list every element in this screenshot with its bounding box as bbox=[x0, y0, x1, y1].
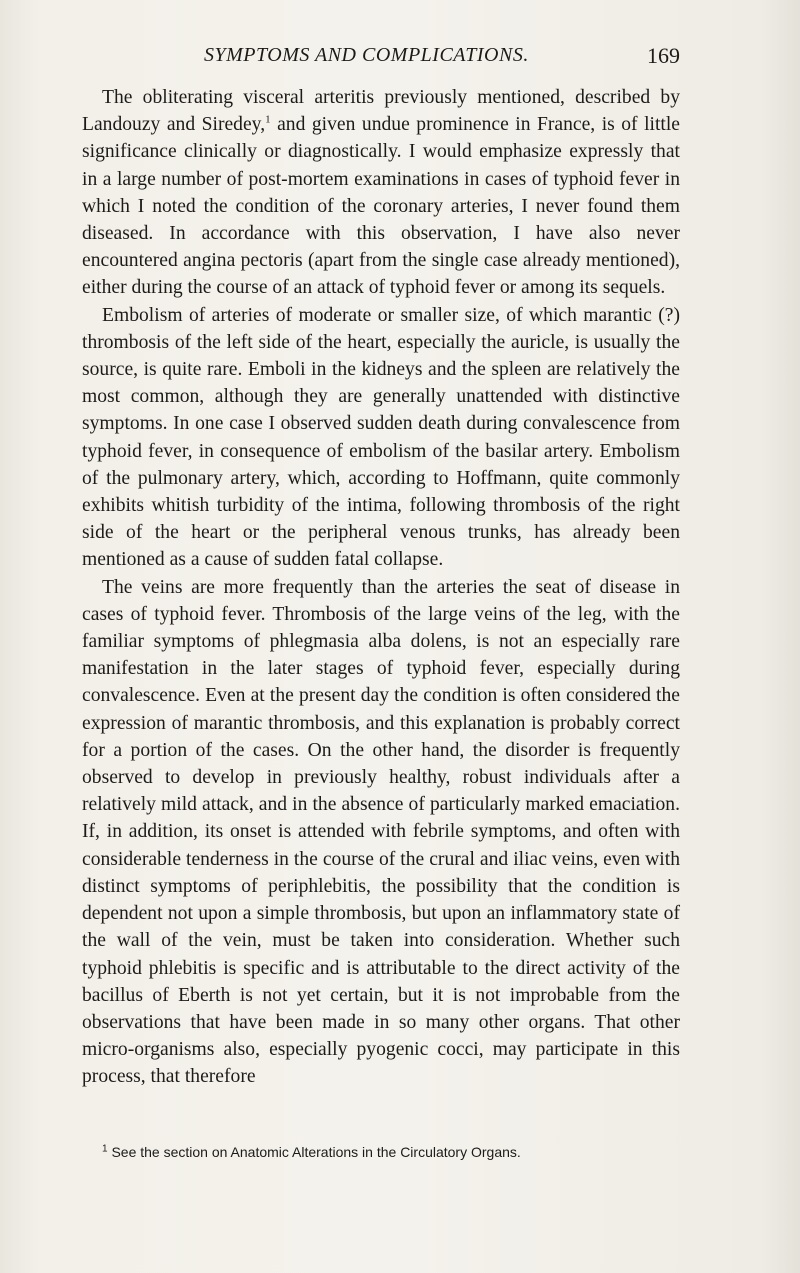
running-title: SYMPTOMS AND COMPLICATIONS. bbox=[204, 44, 529, 66]
footnote-marker: 1 bbox=[102, 1143, 108, 1155]
body-text bbox=[82, 84, 680, 1091]
page-header bbox=[80, 44, 680, 74]
footnote-reference: 1 bbox=[265, 113, 271, 126]
paragraph-2: Embolism of arteries of moderate or smaller size, of which marantic (?) thrombosis of the left side of the heart, especially the auricle, is usually the source, is quite rare. Emboli in the kidneys and the spleen are relatively the most common, although they are generally unattended with distinctive symptoms. In one case I observed sudden death during convalescence from typhoid fever, in consequence of embolism of the basilar artery. Embolism of the pulmonary artery, which, according to Hoffmann, quite commonly exhibits whitish turbidity of the intima, following thrombosis of the right side of the heart or the peripheral venous trunks, has already been mentioned as a cause of sudden fatal collapse. bbox=[82, 304, 680, 571]
paragraph-1 bbox=[82, 84, 680, 302]
paragraph-3: The veins are more frequently than the arteries the seat of disease in cases of typhoid fever. Thrombosis of the large veins of the leg, with the familiar symptoms of phlegmasia alba dolens, is not an especially rare manifestation in the later stages of typhoid fever, especially during convalescence. Even at the present day the condition is often considered the expression of marantic thrombosis, and this explanation is probably correct for a portion of the cases. On the other hand, the disorder is frequently observed to develop in previously healthy, robust individuals after a relatively mild attack, and in the absence of particularly marked emaciation. If, in addition, its onset is attended with febrile symptoms, and often with considerable tenderness in the course of the crural and iliac veins, even with distinct symptoms of periphlebitis, the possibility that the condition is dependent not upon a simple thrombosis, but upon an inflammatory state of the wall of the vein, must be taken into consideration. Whether such typhoid phlebitis is specific and is attributable to the direct activity of the bacillus of Eberth is not yet certain, but it is not improbable from the observations that have been made in so many other organs. That other micro-organisms also, especially pyogenic cocci, may participate in this process, that therefore bbox=[82, 576, 680, 1088]
page-number: 169 bbox=[647, 43, 680, 68]
footnote bbox=[102, 1143, 662, 1161]
paragraph-1-text-a: The obliterating visceral arteritis previously mentioned, described by Landouzy and Siredey, bbox=[82, 87, 680, 136]
footnote-text: See the section on Anatomic Alterations in the Circulatory Organs. bbox=[107, 1144, 521, 1160]
paragraph-1-text-b: and given undue prominence in France, is of little significance clinically or diagnostically. I would emphasize expressly that in a large number of post-mortem examinations in cases of typhoid fever in which I noted the condition of the coronary arteries, I never found them diseased. In accordance with this observation, I have also never encountered angina pectoris (apart from the single case already mentioned), either during the course of an attack of typhoid fever or among its sequels. bbox=[82, 114, 680, 299]
